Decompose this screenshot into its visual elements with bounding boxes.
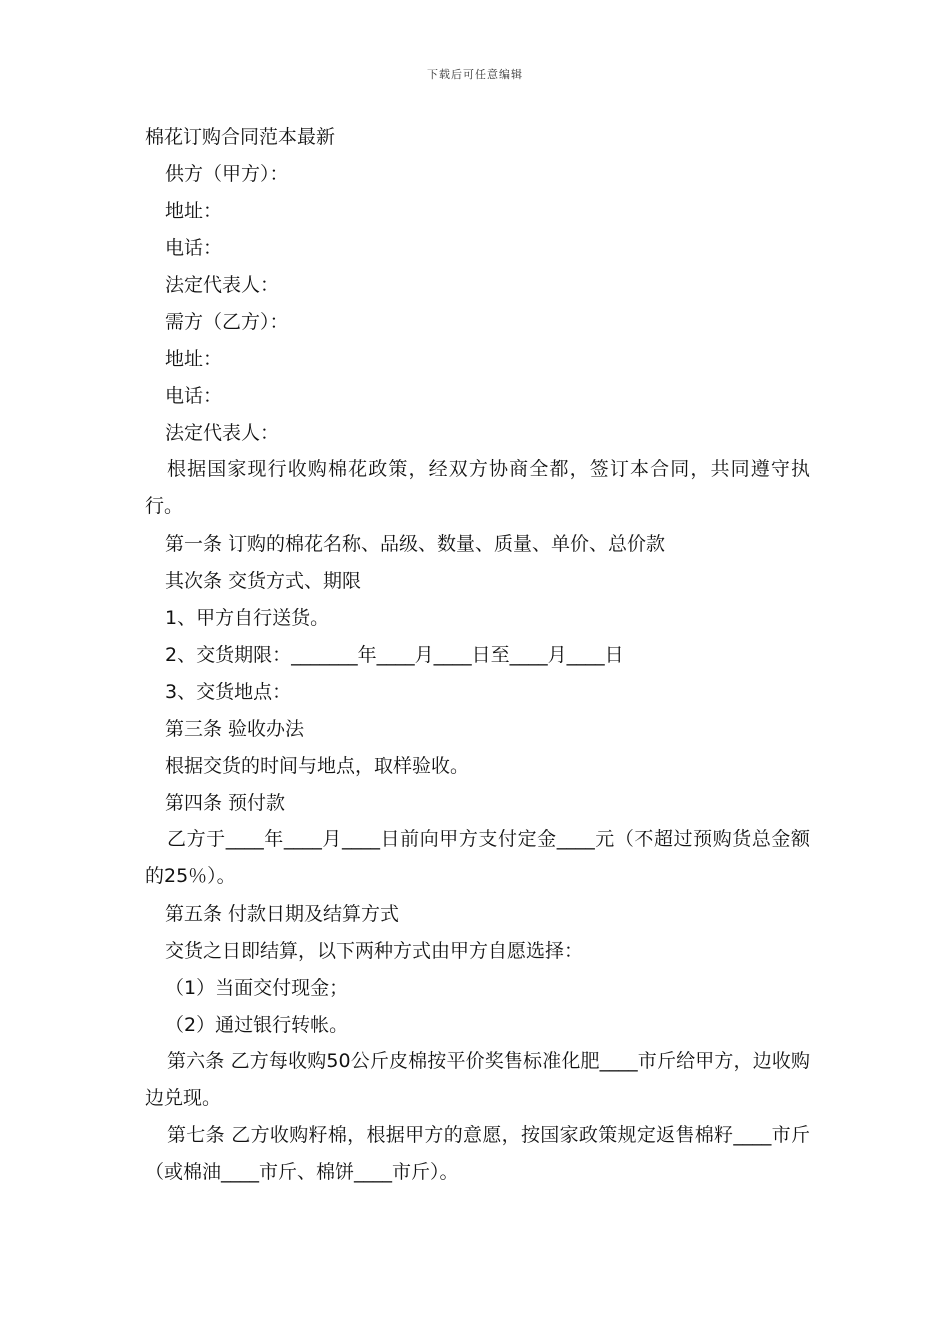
clause-3-text: 根据交货的时间与地点，取样验收。: [165, 755, 470, 777]
clause-7-text: 第七条 乙方收购籽棉，根据甲方的意愿，按国家政策规定返售棉籽____市斤（或棉油____市斤、棉饼____市斤）。: [145, 1124, 810, 1183]
party-a-label: 供方（甲方）：: [165, 163, 289, 185]
clause-3-title: 第三条 验收办法: [165, 718, 305, 740]
clause-5-text: 交货之日即结算，以下两种方式由甲方自愿选择：: [165, 940, 584, 962]
party-b-label: 需方（乙方）：: [165, 311, 289, 333]
clause-6-text: 第六条 乙方每收购50公斤皮棉按平价奖售标准化肥____市斤给甲方，边收购边兑现。: [145, 1050, 810, 1109]
clause-2-item-3: 3、交货地点：: [165, 681, 292, 703]
clause-1-title: 第一条 订购的棉花名称、品级、数量、质量、单价、总价款: [165, 533, 666, 555]
clause-4-text: 乙方于____年____月____日前向甲方支付定金____元（不超过预购货总金额的25％）。: [145, 828, 810, 887]
document-body: [145, 161, 810, 1197]
clause-2-title: 其次条 交货方式、期限: [165, 570, 362, 592]
clause-2-item-1: 1、甲方自行送货。: [165, 607, 330, 629]
party-b-phone: 电话：: [165, 385, 223, 407]
clause-5-title: 第五条 付款日期及结算方式: [165, 903, 400, 925]
document-title: 棉花订购合同范本最新: [145, 126, 336, 148]
party-b-representative: 法定代表人：: [165, 422, 280, 444]
clause-5-option-1: （1）当面交付现金；: [165, 977, 349, 999]
party-a-address: 地址：: [165, 200, 223, 222]
clause-2-item-2: 2、交货期限：_______年____月____日至____月____日: [165, 644, 624, 666]
clause-4-title: 第四条 预付款: [165, 792, 286, 814]
header-note: 下载后可任意编辑: [427, 68, 523, 81]
party-a-representative: 法定代表人：: [165, 274, 280, 296]
party-a-phone: 电话：: [165, 237, 223, 259]
party-b-address: 地址：: [165, 348, 223, 370]
preamble-paragraph: 根据国家现行收购棉花政策，经双方协商全都，签订本合同，共同遵守执行。: [145, 458, 810, 517]
clause-5-option-2: （2）通过银行转帐。: [165, 1014, 349, 1036]
